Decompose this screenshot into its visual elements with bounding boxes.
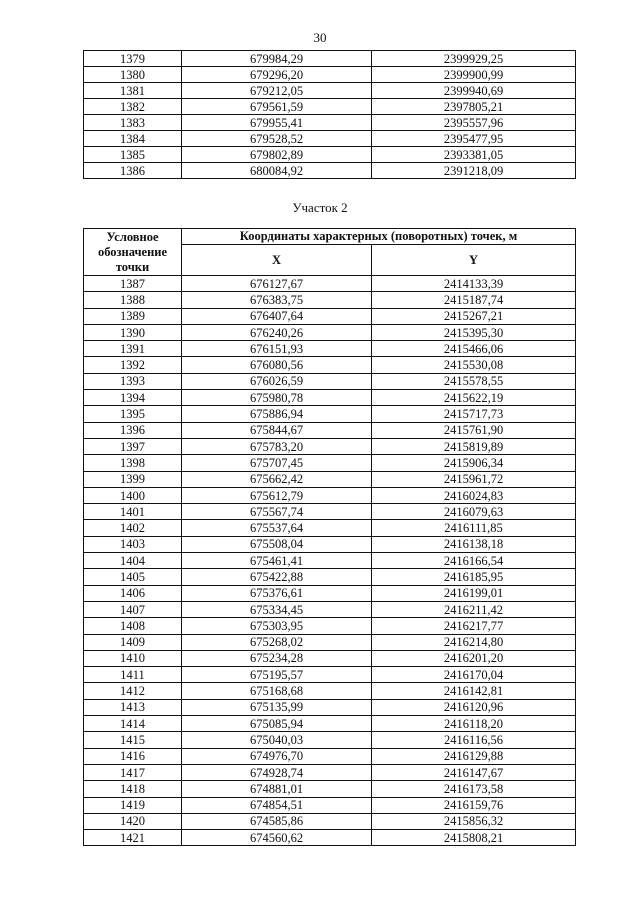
point-number-cell: 1405 [84, 569, 182, 585]
y-coordinate-cell: 2416147,67 [372, 764, 576, 780]
x-coordinate-cell: 679802,89 [182, 147, 372, 163]
y-coordinate-cell: 2416185,95 [372, 569, 576, 585]
y-coordinate-cell: 2416217,77 [372, 618, 576, 634]
table-row [84, 99, 576, 115]
table-row [84, 115, 576, 131]
x-coordinate-cell: 679296,20 [182, 67, 372, 83]
y-coordinate-cell: 2416166,54 [372, 553, 576, 569]
x-coordinate-cell: 680084,92 [182, 163, 372, 179]
point-number-cell: 1408 [84, 618, 182, 634]
table-row [84, 471, 576, 487]
point-number-cell: 1380 [84, 67, 182, 83]
x-coordinate-cell: 679955,41 [182, 115, 372, 131]
y-coordinate-cell: 2416138,18 [372, 536, 576, 552]
y-coordinate-cell: 2415717,73 [372, 406, 576, 422]
point-number-cell: 1415 [84, 732, 182, 748]
y-coordinate-cell: 2415578,55 [372, 373, 576, 389]
table-row [84, 585, 576, 601]
x-coordinate-cell: 674854,51 [182, 797, 372, 813]
point-number-cell: 1391 [84, 341, 182, 357]
x-coordinate-cell: 675303,95 [182, 618, 372, 634]
x-coordinate-cell: 674560,62 [182, 830, 372, 846]
point-number-cell: 1404 [84, 553, 182, 569]
x-coordinate-cell: 675334,45 [182, 601, 372, 617]
x-coordinate-cell: 675085,94 [182, 716, 372, 732]
x-coordinate-cell: 674928,74 [182, 764, 372, 780]
point-number-cell: 1388 [84, 292, 182, 308]
y-coordinate-cell: 2416173,58 [372, 781, 576, 797]
table-row [84, 406, 576, 422]
point-number-cell: 1406 [84, 585, 182, 601]
x-coordinate-cell: 675268,02 [182, 634, 372, 650]
point-number-cell: 1390 [84, 324, 182, 340]
table-row [84, 147, 576, 163]
coordinates-header: Координаты характерных (поворотных) точек, м [182, 229, 576, 245]
point-number-cell: 1395 [84, 406, 182, 422]
point-number-cell: 1383 [84, 115, 182, 131]
x-coordinate-cell: 675612,79 [182, 487, 372, 503]
table2-body [84, 276, 576, 846]
y-coordinate-cell: 2416170,04 [372, 667, 576, 683]
y-coordinate-cell: 2416199,01 [372, 585, 576, 601]
x-coordinate-cell: 675886,94 [182, 406, 372, 422]
point-number-cell: 1392 [84, 357, 182, 373]
y-coordinate-cell: 2415906,34 [372, 455, 576, 471]
point-number-cell: 1384 [84, 131, 182, 147]
point-number-cell: 1409 [84, 634, 182, 650]
x-coordinate-cell: 675195,57 [182, 667, 372, 683]
table-row [84, 276, 576, 292]
table-row [84, 308, 576, 324]
table-row [84, 455, 576, 471]
y-coordinate-cell: 2415761,90 [372, 422, 576, 438]
y-header: Y [372, 245, 576, 276]
table-row [84, 732, 576, 748]
table-row [84, 667, 576, 683]
header-row [84, 229, 576, 245]
x-coordinate-cell: 675040,03 [182, 732, 372, 748]
point-number-cell: 1410 [84, 650, 182, 666]
y-coordinate-cell: 2415187,74 [372, 292, 576, 308]
point-number-cell: 1386 [84, 163, 182, 179]
point-number-cell: 1402 [84, 520, 182, 536]
y-coordinate-cell: 2391218,09 [372, 163, 576, 179]
table-row [84, 748, 576, 764]
y-coordinate-cell: 2416214,80 [372, 634, 576, 650]
table-row [84, 324, 576, 340]
y-coordinate-cell: 2415856,32 [372, 813, 576, 829]
table-row [84, 716, 576, 732]
x-coordinate-cell: 679212,05 [182, 83, 372, 99]
table-row [84, 813, 576, 829]
table-row [84, 438, 576, 454]
table-row [84, 650, 576, 666]
point-number-cell: 1411 [84, 667, 182, 683]
table-row [84, 618, 576, 634]
table-row [84, 390, 576, 406]
x-coordinate-cell: 676080,56 [182, 357, 372, 373]
table-row [84, 341, 576, 357]
y-coordinate-cell: 2414133,39 [372, 276, 576, 292]
point-number-cell: 1414 [84, 716, 182, 732]
y-coordinate-cell: 2399929,25 [372, 51, 576, 67]
x-coordinate-cell: 676127,67 [182, 276, 372, 292]
point-number-cell: 1399 [84, 471, 182, 487]
y-coordinate-cell: 2416079,63 [372, 504, 576, 520]
x-coordinate-cell: 675707,45 [182, 455, 372, 471]
table-row [84, 634, 576, 650]
x-coordinate-cell: 674881,01 [182, 781, 372, 797]
x-coordinate-cell: 676240,26 [182, 324, 372, 340]
y-coordinate-cell: 2415530,08 [372, 357, 576, 373]
point-number-cell: 1418 [84, 781, 182, 797]
x-coordinate-cell: 675508,04 [182, 536, 372, 552]
y-coordinate-cell: 2399940,69 [372, 83, 576, 99]
point-number-cell: 1419 [84, 797, 182, 813]
page-number: 30 [313, 30, 327, 45]
y-coordinate-cell: 2395477,95 [372, 131, 576, 147]
x-coordinate-cell: 675783,20 [182, 438, 372, 454]
x-coordinate-cell: 675168,68 [182, 683, 372, 699]
point-number-cell: 1416 [84, 748, 182, 764]
point-number-cell: 1407 [84, 601, 182, 617]
point-number-cell: 1421 [84, 830, 182, 846]
x-coordinate-cell: 679528,52 [182, 131, 372, 147]
y-coordinate-cell: 2416118,20 [372, 716, 576, 732]
x-coordinate-cell: 675980,78 [182, 390, 372, 406]
x-coordinate-cell: 675567,74 [182, 504, 372, 520]
point-number-cell: 1398 [84, 455, 182, 471]
y-coordinate-cell: 2415622,19 [372, 390, 576, 406]
table-row [84, 764, 576, 780]
point-number-cell: 1379 [84, 51, 182, 67]
table-row [84, 487, 576, 503]
table-row [84, 683, 576, 699]
x-coordinate-cell: 676407,64 [182, 308, 372, 324]
y-coordinate-cell: 2416201,20 [372, 650, 576, 666]
table-row [84, 357, 576, 373]
x-coordinate-cell: 675234,28 [182, 650, 372, 666]
y-coordinate-cell: 2416142,81 [372, 683, 576, 699]
y-coordinate-cell: 2416024,83 [372, 487, 576, 503]
point-number-cell: 1396 [84, 422, 182, 438]
point-number-cell: 1387 [84, 276, 182, 292]
point-number-cell: 1394 [84, 390, 182, 406]
x-coordinate-cell: 675135,99 [182, 699, 372, 715]
y-coordinate-cell: 2416116,56 [372, 732, 576, 748]
table-row [84, 163, 576, 179]
table-row [84, 601, 576, 617]
x-coordinate-cell: 679984,29 [182, 51, 372, 67]
table-row [84, 67, 576, 83]
point-number-cell: 1389 [84, 308, 182, 324]
x-coordinate-cell: 679561,59 [182, 99, 372, 115]
x-coordinate-cell: 675376,61 [182, 585, 372, 601]
table-row [84, 520, 576, 536]
table2-header [84, 229, 576, 276]
table-row [84, 422, 576, 438]
point-number-cell: 1382 [84, 99, 182, 115]
table-row [84, 373, 576, 389]
point-number-cell: 1400 [84, 487, 182, 503]
x-header: X [182, 245, 372, 276]
x-coordinate-cell: 676151,93 [182, 341, 372, 357]
coordinates-table-continued [83, 50, 576, 179]
table-row [84, 781, 576, 797]
table-row [84, 131, 576, 147]
y-coordinate-cell: 2415267,21 [372, 308, 576, 324]
x-coordinate-cell: 675662,42 [182, 471, 372, 487]
y-coordinate-cell: 2395557,96 [372, 115, 576, 131]
y-coordinate-cell: 2416111,85 [372, 520, 576, 536]
y-coordinate-cell: 2415466,06 [372, 341, 576, 357]
x-coordinate-cell: 674976,70 [182, 748, 372, 764]
section-title: Участок 2 [292, 200, 348, 215]
point-number-cell: 1412 [84, 683, 182, 699]
point-number-cell: 1401 [84, 504, 182, 520]
point-number-cell: 1413 [84, 699, 182, 715]
x-coordinate-cell: 675537,64 [182, 520, 372, 536]
point-number-cell: 1393 [84, 373, 182, 389]
table-row [84, 504, 576, 520]
x-coordinate-cell: 675461,41 [182, 553, 372, 569]
table-row [84, 830, 576, 846]
y-coordinate-cell: 2416211,42 [372, 601, 576, 617]
x-coordinate-cell: 674585,86 [182, 813, 372, 829]
point-number-cell: 1420 [84, 813, 182, 829]
coordinates-table-section-2 [83, 228, 576, 846]
designation-header: Условное обозначение точки [84, 229, 182, 276]
y-coordinate-cell: 2397805,21 [372, 99, 576, 115]
point-number-cell: 1417 [84, 764, 182, 780]
x-coordinate-cell: 676026,59 [182, 373, 372, 389]
y-coordinate-cell: 2393381,05 [372, 147, 576, 163]
table-row [84, 292, 576, 308]
table-row [84, 569, 576, 585]
point-number-cell: 1397 [84, 438, 182, 454]
table-row [84, 51, 576, 67]
x-coordinate-cell: 675422,88 [182, 569, 372, 585]
y-coordinate-cell: 2416159,76 [372, 797, 576, 813]
y-coordinate-cell: 2416120,96 [372, 699, 576, 715]
y-coordinate-cell: 2415395,30 [372, 324, 576, 340]
y-coordinate-cell: 2399900,99 [372, 67, 576, 83]
table-row [84, 553, 576, 569]
point-number-cell: 1403 [84, 536, 182, 552]
x-coordinate-cell: 676383,75 [182, 292, 372, 308]
table1-body [84, 51, 576, 179]
point-number-cell: 1385 [84, 147, 182, 163]
table-row [84, 699, 576, 715]
table-row [84, 536, 576, 552]
table-row [84, 83, 576, 99]
y-coordinate-cell: 2415819,89 [372, 438, 576, 454]
y-coordinate-cell: 2415808,21 [372, 830, 576, 846]
y-coordinate-cell: 2416129,88 [372, 748, 576, 764]
x-coordinate-cell: 675844,67 [182, 422, 372, 438]
y-coordinate-cell: 2415961,72 [372, 471, 576, 487]
point-number-cell: 1381 [84, 83, 182, 99]
table-row [84, 797, 576, 813]
